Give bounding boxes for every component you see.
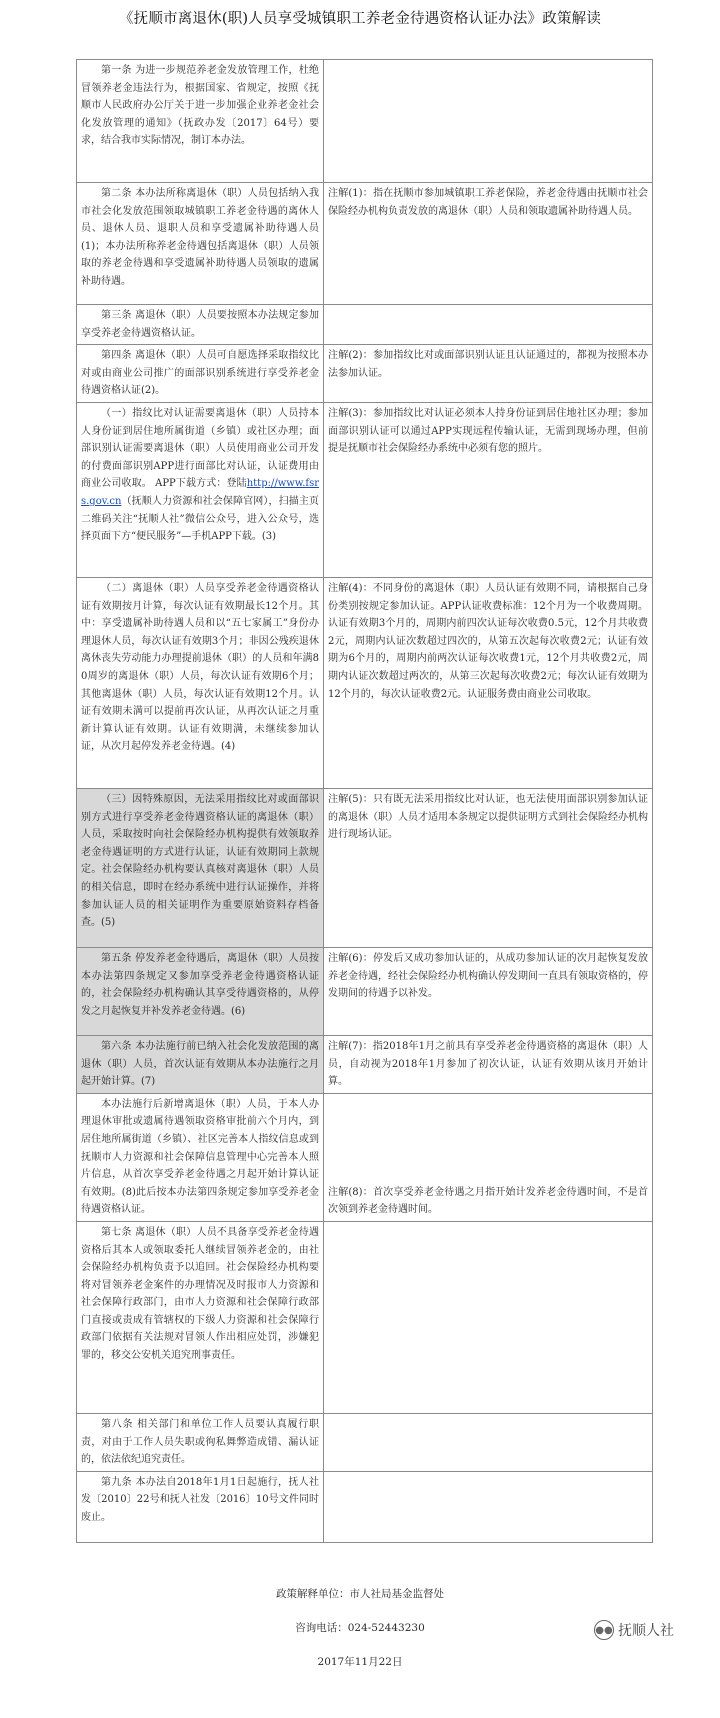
note-cell (324, 1035, 653, 1093)
note-cell (324, 1413, 653, 1471)
table-row (77, 577, 653, 788)
article-cell (77, 1413, 324, 1471)
article-cell (77, 947, 324, 1035)
article-text: 第二条 本办法所称离退休（职）人员包括纳入我市社会化发放范围领取城镇职工养老金待遇的离休人员、退休人员、退职人员和享受遗属补助待遇人员(1)；本办法所称养老金待遇包括离退休（职）人员领取的养老金待遇和享受遗属补助待遇人员领取的遗属补助待遇。 (81, 188, 319, 287)
article-cell (77, 1035, 324, 1093)
article-cell (77, 577, 324, 788)
article-cell (77, 60, 324, 183)
article-text: （二）离退休（职）人员享受养老金待遇资格认证有效期按月计算，每次认证有效期最长12个月。其中：享受遗属补助待遇人员和以“五七家属工”身份办理退休人员，每次认证有效期3个月；非因公残疾退休离休丧失劳动能力办理提前退休（职）的人员和年满80周岁的离退休（职）人员，每次认证有效期6个月；其他离退休（职）人员，每次认证有效期12个月。认证有效期未满可以提前再次认证，从再次认证之月重新计算认证有效期。认证有效期满，未继续参加认证，从次月起停发养老金待遇。(4) (81, 582, 319, 753)
table-row (77, 345, 653, 403)
article-text: 第五条 停发养老金待遇后，离退休（职）人员按本办法第四条规定又参加享受养老金待遇资格认证的，社会保险经办机构确认其享受待遇资格的，从停发之月起恢复并补发养老金待遇。(6) (81, 952, 319, 1017)
table-row (77, 1221, 653, 1413)
table-row (77, 183, 653, 305)
note-cell (324, 1221, 653, 1413)
note-text: 注解(6)：停发后又成功参加认证的，从成功参加认证的次月起恢复发放养老金待遇，经社会保险经办机构确认停发期间一直具有领取资格的，停发期间的待遇予以补发。 (328, 952, 648, 1000)
policy-table (76, 59, 653, 1543)
note-cell (324, 402, 653, 577)
table-row (77, 402, 653, 577)
note-text: 注解(4)：不同身份的离退休（职）人员认证有效期不同，请根据自己身份类别按规定参加认证。APP认证收费标准：12个月为一个收费周期。认证有效期3个月的，周期内前四次认证每次收费0.5元，12个月共收费2元，周期内认证次数超过四次的，从第五次起每次收费2元；认证有效期为6个月的，周期内前两次认证每次收费1元，12个月共收费2元，周期内认证次数超过两次的，从第三次起每次收费2元；每次认证有效期为12个月的，每次认证收费2元。认证服务费由商业公司收取。 (328, 582, 648, 700)
article-text: 第六条 本办法施行前已纳入社会化发放范围的离退休（职）人员，首次认证有效期从本办法施行之月起开始计算。(7) (81, 1040, 319, 1088)
note-cell (324, 183, 653, 305)
table-row (77, 60, 653, 183)
table-row (77, 1471, 653, 1542)
footer-unit-label: 政策解释单位： (276, 1588, 350, 1600)
table-row (77, 1035, 653, 1093)
article-cell (77, 788, 324, 947)
note-cell (324, 947, 653, 1035)
table-row (77, 788, 653, 947)
article-text: 第八条 相关部门和单位工作人员要认真履行职责，对由于工作人员失职或徇私舞弊造成错、漏认证的，依法依纪追究责任。 (81, 1418, 319, 1466)
note-cell (324, 1471, 653, 1542)
note-text: 注解(1)：指在抚顺市参加城镇职工养老保险，养老金待遇由抚顺市社会保险经办机构负责发放的离退休（职）人员和领取遗属补助待遇人员。 (328, 188, 648, 217)
watermark (594, 1620, 674, 1640)
note-cell (324, 788, 653, 947)
table-row (77, 1093, 653, 1221)
article-text: （三）因特殊原因，无法采用指纹比对或面部识别方式进行享受养老金待遇资格认证的离退休（职）人员，采取按时向社会保险经办机构提供有效领取养老金待遇证明的方式进行认证，认证有效期同上款规定。社会保险经办机构要认真核对离退休（职）人员的相关信息，即时在经办系统中进行认证操作，并将参加认证人员的相关证明作为重要原始资料存档备查。(5) (81, 793, 319, 929)
article-cell (77, 1221, 324, 1413)
article-cell (77, 345, 324, 403)
note-text: 注解(8)：首次享受养老金待遇之月指开始计发养老金待遇时间，不是首次领到养老金待遇时间。 (328, 1186, 648, 1216)
article-text: 本办法施行后新增离退休（职）人员，于本人办理退休审批或遗属待遇领取资格审批前六个月内，到居住地所属街道（乡镇）、社区完善本人指纹信息或到抚顺市人力资源和社会保障信息管理中心完善本人照片信息，从首次享受养老金待遇之月起开始计算认证有效期。(8)此后按本办法第四条规定参加享受养老金待遇资格认证。 (81, 1098, 319, 1216)
article-text: 第九条 本办法自2018年1月1日起施行，抚人社发〔2010〕22号和抚人社发〔2016〕10号文件同时废止。 (81, 1476, 319, 1523)
table-row (77, 305, 653, 345)
table-row (77, 947, 653, 1035)
article-text: 第四条 离退休（职）人员可自愿选择采取指纹比对或由商业公司推广的面部识别系统进行享受养老金待遇资格认证(2)。 (81, 350, 319, 397)
article-cell (77, 1471, 324, 1542)
table-row (77, 1413, 653, 1471)
article-text: （一）指纹比对认证需要离退休（职）人员持本人身份证到居住地所属街道（乡镇）或社区办理；面部识别认证需要离退休（职）人员使用商业公司开发的付费面部识别APP进行面部比对认证，认证费用由商业公司收取。 APP下载方式：登陆http://www.fsrs.gov.cn（抚顺人力资源和社会保障官网），扫描主页二维码关注“抚顺人社”微信公众号，进入公众号，选择页面下方“便民服务”—手机APP下载。(3) (81, 407, 319, 543)
note-cell (324, 1093, 653, 1221)
article-cell (77, 305, 324, 345)
footer-phone-value: 024-52443230 (347, 1622, 425, 1634)
page-title: 《抚顺市离退休(职)人员享受城镇职工养老金待遇资格认证办法》政策解读 (118, 11, 602, 27)
article-text: 第七条 离退休（职）人员不具备享受养老金待遇资格后其本人或领取委托人继续冒领养老金的，由社会保险经办机构负责予以追回。社会保险经办机构要将对冒领养老金案件的办理情况及时报市人力资源和社会保障行政部门，由市人力资源和社会保障行政部门直接或责成有管辖权的下级人力资源和社会保障行政部门依据有关法规对冒领人作出相应处罚，涉嫌犯罪的，移交公安机关追究刑事责任。 (81, 1226, 319, 1362)
note-cell (324, 60, 653, 183)
wechat-icon: ●● (594, 1620, 614, 1640)
article-text: 第一条 为进一步规范养老金发放管理工作，杜绝冒领养老金违法行为，根据国家、省规定，按照《抚顺市人民政府办公厅关于进一步加强企业养老金社会化发放管理的通知》（抚政办发〔2017〕64号）要求，结合我市实际情况，制订本办法。 (81, 65, 319, 147)
footer-unit-value: 市人社局基金监督处 (349, 1588, 444, 1600)
website-link[interactable]: http://www.fsrs.gov.cn (81, 478, 319, 507)
note-text: 注解(7)：指2018年1月之前具有享受养老金待遇资格的离退休（职）人员，自动视为2018年1月参加了初次认证，认证有效期从该月开始计算。 (328, 1040, 648, 1088)
note-cell (324, 305, 653, 345)
article-text: 第三条 离退休（职）人员要按照本办法规定参加享受养老金待遇资格认证。 (81, 310, 319, 339)
note-cell (324, 345, 653, 403)
footer-unit (0, 1586, 720, 1601)
footer-phone-label: 咨询电话： (295, 1622, 348, 1634)
article-cell (77, 402, 324, 577)
note-cell (324, 577, 653, 788)
note-text: 注解(2)：参加指纹比对或面部识别认证且认证通过的，都视为按照本办法参加认证。 (328, 350, 648, 379)
note-text: 注解(5)：只有既无法采用指纹比对认证，也无法使用面部识别参加认证的离退休（职）人员才适用本条规定以提供证明方式到社会保险经办机构进行现场认证。 (328, 793, 648, 841)
article-cell (77, 183, 324, 305)
note-text: 注解(3)：参加指纹比对认证必须本人持身份证到居住地社区办理；参加面部识别认证可以通过APP实现远程传输认证，无需到现场办理，但前提是抚顺市社会保险经办系统中必须有您的照片。 (328, 407, 648, 455)
footer-date: 2017年11月22日 (317, 1656, 403, 1668)
article-cell (77, 1093, 324, 1221)
watermark-text: 抚顺人社 (618, 1623, 674, 1639)
